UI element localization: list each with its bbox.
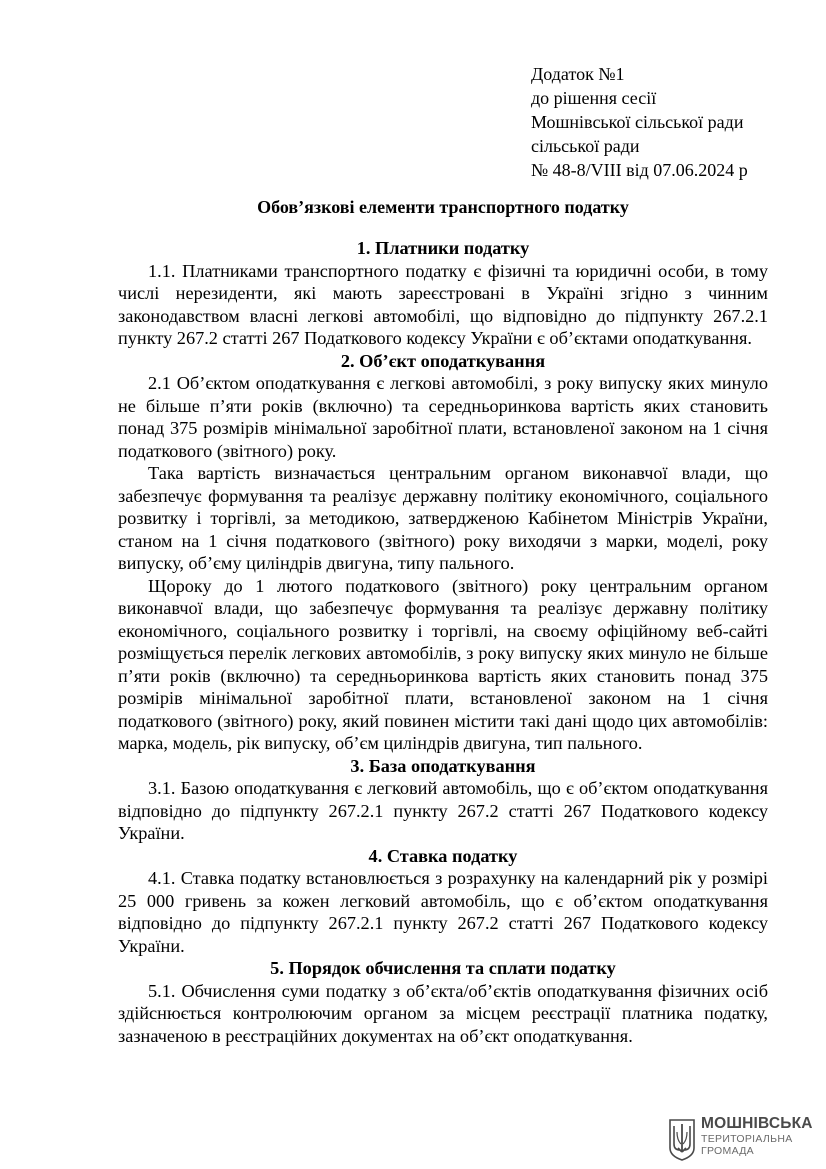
- section-3: [118, 755, 768, 845]
- document-body: [118, 237, 768, 1047]
- section-heading: 4. Ставка податку: [368, 845, 518, 866]
- section-5: [118, 957, 768, 1047]
- section-1: [118, 237, 768, 350]
- community-logo: [668, 1116, 818, 1164]
- section-4: [118, 845, 768, 958]
- trident-icon: [668, 1118, 696, 1162]
- logo-subtitle: ТЕРИТОРІАЛЬНА: [701, 1133, 793, 1145]
- appendix-line: Додаток №1: [531, 64, 625, 84]
- logo-subtitle: ГРОМАДА: [701, 1145, 754, 1157]
- appendix-line: Мошнівської сільської ради: [531, 112, 744, 132]
- appendix-line: до рішення сесії: [531, 88, 657, 108]
- paragraph: Така вартість визначається центральним органом виконавчої влади, що забезпечує формування та реалізує державну політику економічного, соціального розвитку і торгівлі, за методикою, затвердженою Кабінетом Міністрів України, станом на 1 січня податкового (звітного) року виходячи з марки, моделі, року випуску, об’єму циліндрів двигуна, типу пального.: [118, 463, 768, 573]
- section-heading: 3. База оподаткування: [350, 755, 536, 776]
- paragraph: 4.1. Ставка податку встановлюється з розрахунку на календарний рік у розмірі 25 000 гривень за кожен легковий автомобіль, що є об’єктом оподаткування відповідно до підпункту 267.2.1 пункту 267.2 статті 267 Податкового кодексу України.: [118, 868, 768, 956]
- logo-name: МОШНІВСЬКА: [701, 1115, 813, 1132]
- section-2: [118, 350, 768, 755]
- appendix-line: сільської ради: [531, 136, 640, 156]
- paragraph: 2.1 Об’єктом оподаткування є легкові автомобілі, з року випуску яких минуло не більше п’яти років (включно) та середньоринкова вартість яких становить понад 375 розмірів мінімальної заробітної плати, встановленої законом на 1 січня податкового (звітного) року.: [118, 373, 768, 461]
- section-heading: 5. Порядок обчислення та сплати податку: [270, 958, 616, 978]
- document-title: Обов’язкові елементи транспортного податку: [257, 197, 629, 217]
- paragraph: 1.1. Платниками транспортного податку є фізичні та юридичні особи, в тому числі нерезиденти, які мають зареєстровані в Україні згідно з чинним законодавством власні легкові автомобілі, що відповідно до підпункту 267.2.1 пункту 267.2 статті 267 Податкового кодексу України є об’єктами оподаткування.: [118, 260, 768, 348]
- paragraph: 5.1. Обчислення суми податку з об’єкта/об’єктів оподаткування фізичних осіб здійснюється контролюючим органом за місцем реєстрації платника податку, зазначеною в реєстраційних документах на об’єкт оподаткування.: [118, 980, 768, 1046]
- section-heading: 2. Об’єкт оподаткування: [340, 350, 546, 371]
- paragraph: Щороку до 1 лютого податкового (звітного) року центральним органом виконавчої влади, що забезпечує формування та реалізує державну політику економічного, соціального розвитку і торгівлі, на своєму офіційному веб-сайті розміщується перелік легкових автомобілів, з року випуску яких минуло не більше п’яти років (включно) та середньоринкова вартість яких становить понад 375 розмірів мінімальної заробітної плати, встановленої законом на 1 січня податкового (звітного) року, який повинен містити такі дані щодо цих автомобілів: марка, модель, рік випуску, об’єм циліндрів двигуна, тип пального.: [118, 575, 768, 753]
- section-heading: 1. Платники податку: [356, 238, 530, 258]
- appendix-line: № 48-8/VIII від 07.06.2024 р: [531, 160, 748, 180]
- paragraph: 3.1. Базою оподаткування є легковий автомобіль, що є об’єктом оподаткування відповідно до підпункту 267.2.1 пункту 267.2 статті 267 Податкового кодексу України.: [118, 778, 768, 843]
- appendix-block: [531, 62, 821, 182]
